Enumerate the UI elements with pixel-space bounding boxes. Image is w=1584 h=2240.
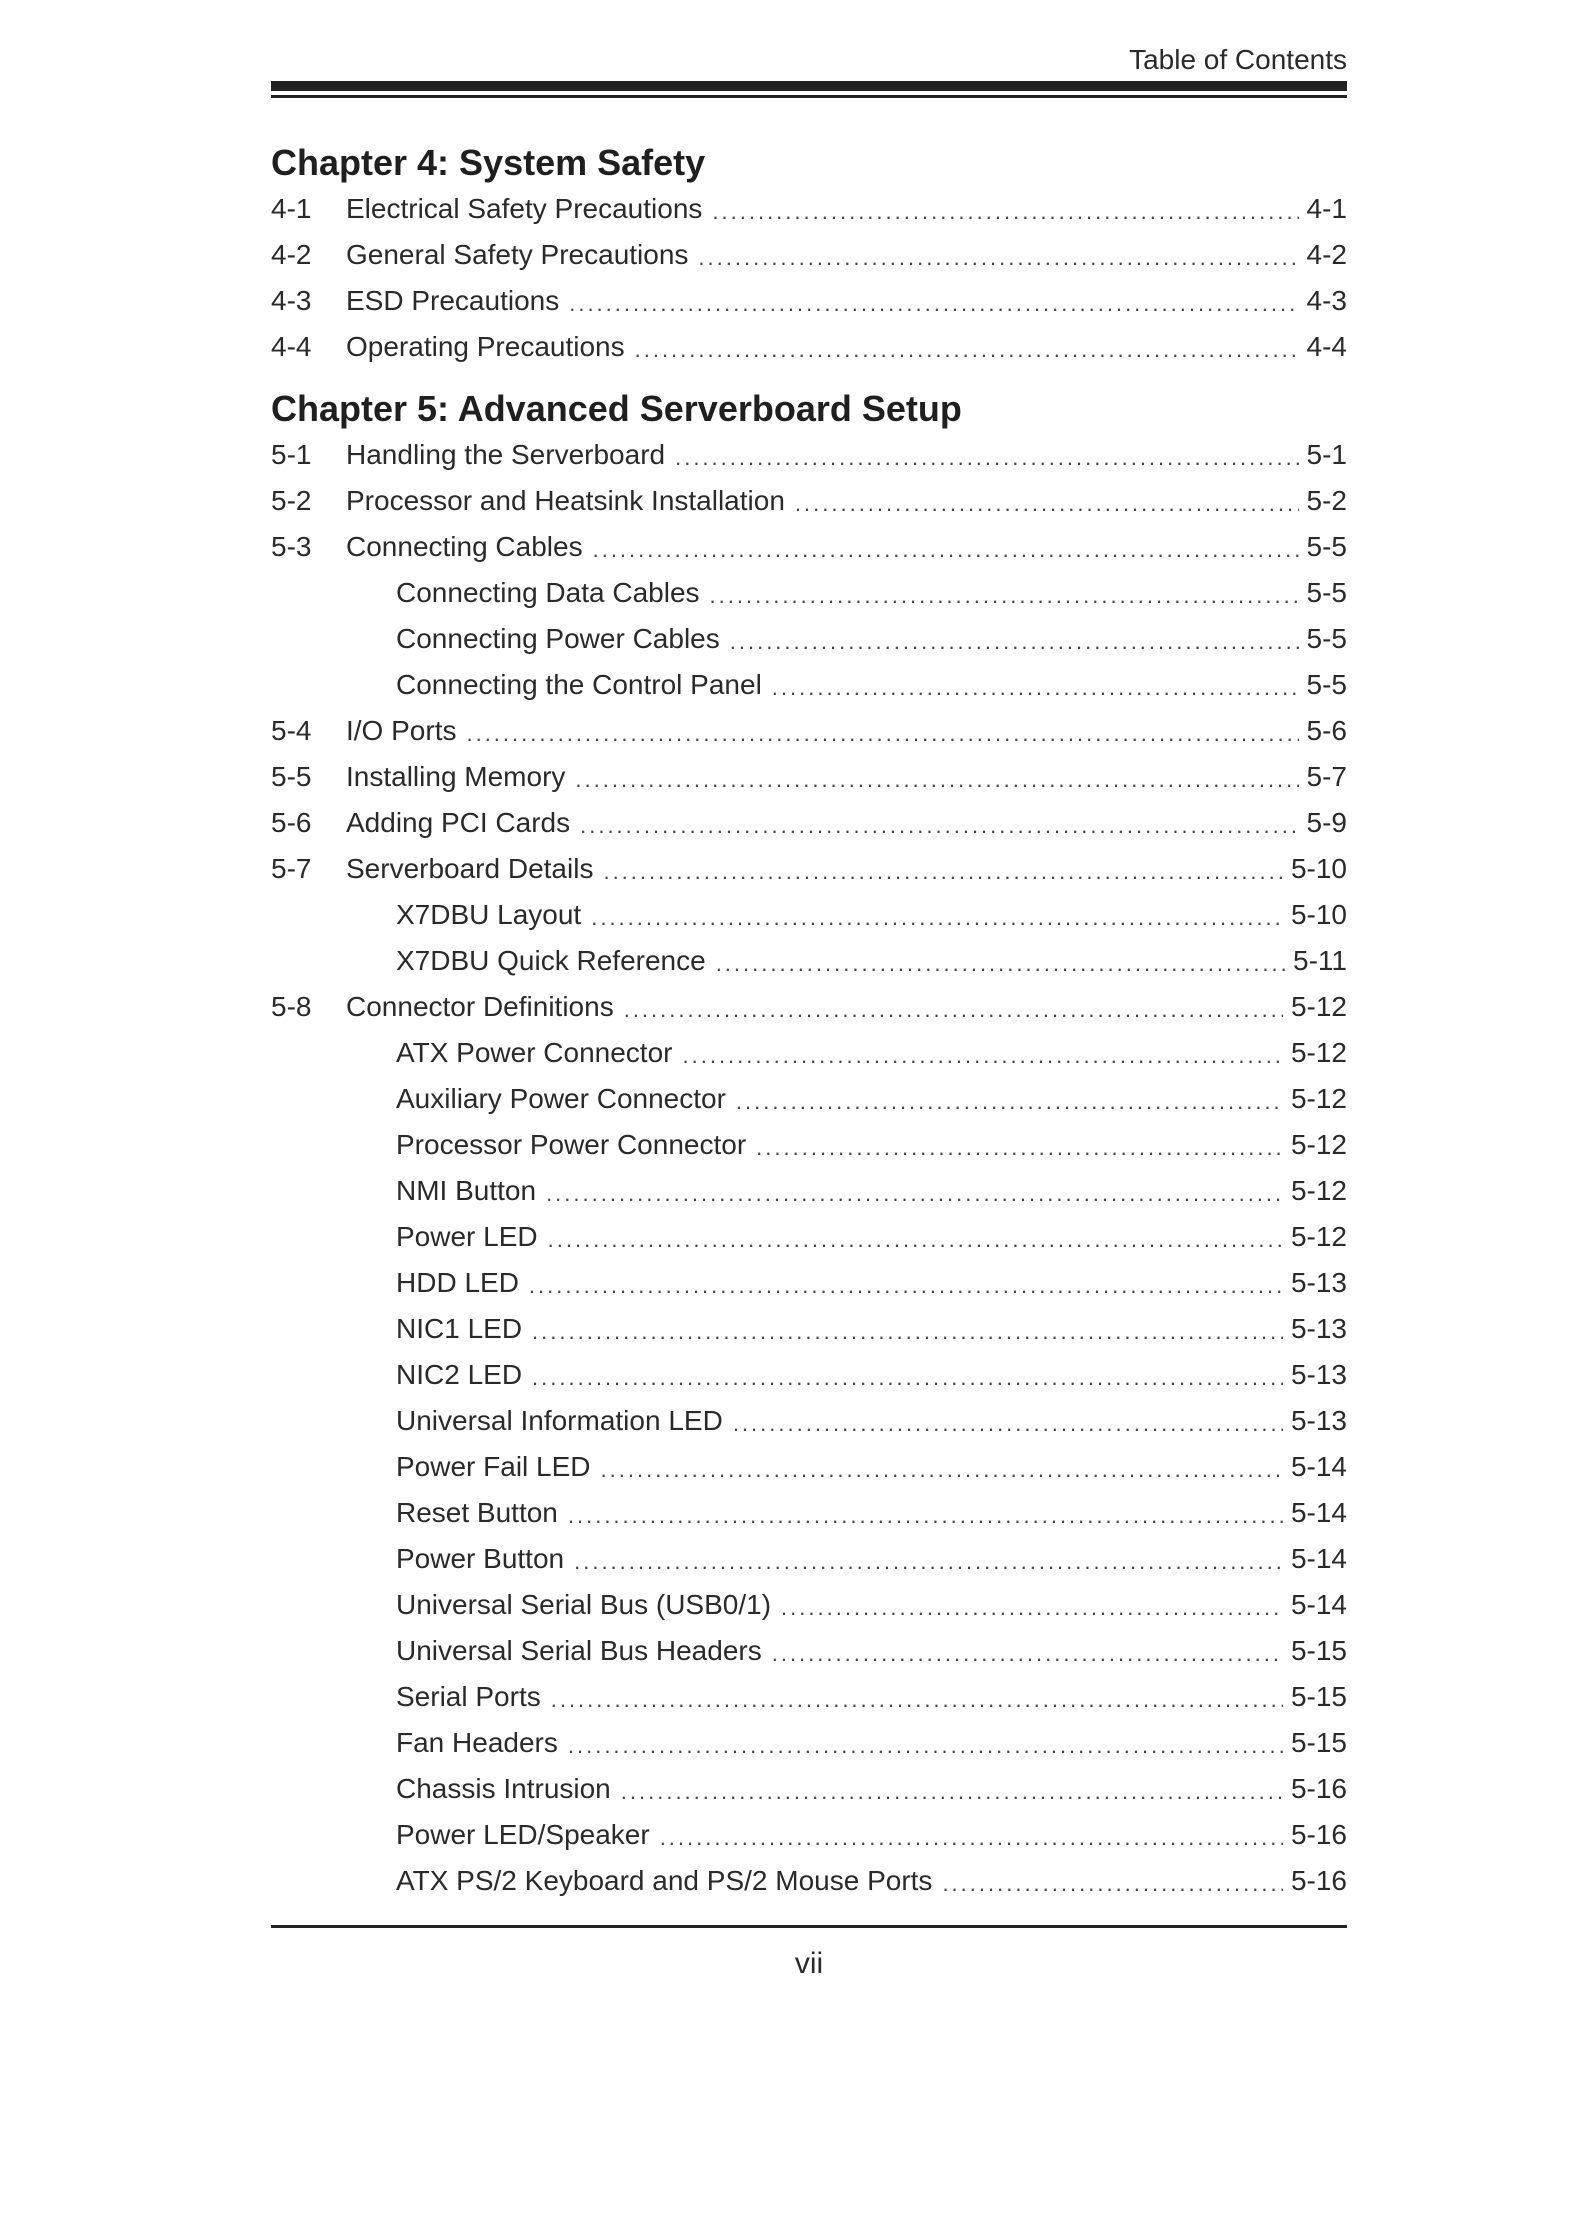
entry-title: Connecting Cables [346, 531, 583, 562]
page-ref: 5-11 [1293, 945, 1347, 976]
page-ref: 5-16 [1290, 1819, 1347, 1850]
toc-subentry[interactable] [271, 1168, 1347, 1214]
toc-entry[interactable] [271, 524, 1347, 570]
dot-leader [712, 192, 1298, 226]
entry-title: ATX PS/2 Keyboard and PS/2 Mouse Ports [396, 1865, 933, 1896]
entry-title: Power LED [396, 1221, 538, 1252]
dot-leader [466, 714, 1298, 748]
dot-leader [591, 898, 1283, 932]
section-number: 5-3 [271, 531, 312, 562]
dot-leader [624, 990, 1283, 1024]
page-ref: 4-1 [1306, 193, 1347, 224]
chapter-heading: Chapter 5: Advanced Serverboard Setup [271, 388, 962, 429]
entry-title: Universal Serial Bus (USB0/1) [396, 1589, 772, 1620]
entry-title: Auxiliary Power Connector [396, 1083, 726, 1114]
entry-title: HDD LED [396, 1267, 519, 1298]
toc-entry[interactable] [271, 232, 1347, 278]
page-ref: 5-15 [1290, 1635, 1347, 1666]
dot-leader [529, 1266, 1283, 1300]
footer-rule [271, 1925, 1347, 1928]
entry-title: Reset Button [396, 1497, 558, 1528]
page-ref: 5-15 [1290, 1727, 1347, 1758]
toc-subentry[interactable] [271, 1030, 1347, 1076]
toc-subentry[interactable] [271, 1674, 1347, 1720]
entry-title: Connecting Data Cables [396, 577, 700, 608]
toc-entry[interactable] [271, 754, 1347, 800]
section-number: 4-4 [271, 331, 312, 362]
section-number: 4-2 [271, 239, 312, 270]
entry-title: X7DBU Quick Reference [396, 945, 706, 976]
toc-subentry[interactable] [271, 1766, 1347, 1812]
toc-entry[interactable] [271, 432, 1347, 478]
table-of-contents [271, 140, 1347, 1904]
dot-leader [942, 1864, 1283, 1898]
toc-entry[interactable] [271, 708, 1347, 754]
dot-leader [548, 1220, 1283, 1254]
dot-leader [698, 238, 1298, 272]
toc-subentry[interactable] [271, 1858, 1347, 1904]
entry-title: X7DBU Layout [396, 899, 582, 930]
dot-leader [532, 1312, 1283, 1346]
dot-leader [733, 1404, 1283, 1438]
toc-subentry[interactable] [271, 1122, 1347, 1168]
toc-subentry[interactable] [271, 1582, 1347, 1628]
page-ref: 5-14 [1290, 1451, 1347, 1482]
toc-entry[interactable] [271, 478, 1347, 524]
dot-leader [736, 1082, 1283, 1116]
dot-leader [546, 1174, 1283, 1208]
section-number: 5-2 [271, 485, 312, 516]
toc-subentry[interactable] [271, 662, 1347, 708]
entry-title: Operating Precautions [346, 331, 625, 362]
dot-leader [675, 438, 1298, 472]
dot-leader [568, 1496, 1283, 1530]
dot-leader [795, 484, 1299, 518]
page-ref: 5-12 [1290, 1037, 1347, 1068]
page-ref: 5-7 [1306, 761, 1347, 792]
entry-title: Universal Information LED [396, 1405, 723, 1436]
running-header: Table of Contents [1129, 44, 1347, 75]
dot-leader [730, 622, 1299, 656]
page-ref: 5-13 [1290, 1267, 1347, 1298]
dot-leader [568, 1726, 1283, 1760]
header-rule-thin [271, 95, 1347, 98]
page-ref: 5-5 [1306, 531, 1347, 562]
entry-title: Electrical Safety Precautions [346, 193, 703, 224]
toc-subentry[interactable] [271, 1628, 1347, 1674]
page-ref: 5-13 [1290, 1359, 1347, 1390]
entry-title: NMI Button [396, 1175, 537, 1206]
page-ref: 5-15 [1290, 1681, 1347, 1712]
dot-leader [772, 668, 1299, 702]
toc-subentry[interactable] [271, 616, 1347, 662]
dot-leader [660, 1818, 1283, 1852]
page-ref: 5-5 [1306, 669, 1347, 700]
entry-title: Processor Power Connector [396, 1129, 747, 1160]
entry-title: Adding PCI Cards [346, 807, 571, 838]
page-ref: 5-14 [1290, 1589, 1347, 1620]
chapter-heading: Chapter 4: System Safety [271, 142, 706, 183]
dot-leader [574, 1542, 1283, 1576]
section-number: 5-8 [271, 991, 312, 1022]
dot-leader [580, 806, 1298, 840]
dot-leader [532, 1358, 1283, 1392]
toc-subentry[interactable] [271, 570, 1347, 616]
header-rule-thick [271, 81, 1347, 91]
page-ref: 5-13 [1290, 1313, 1347, 1344]
toc-subentry[interactable] [271, 1536, 1347, 1582]
entry-title: Power Fail LED [396, 1451, 591, 1482]
entry-title: Serial Ports [396, 1681, 541, 1712]
entry-title: I/O Ports [346, 715, 457, 746]
entry-title: Connecting the Control Panel [396, 669, 762, 700]
dot-leader [635, 330, 1299, 364]
dot-leader [781, 1588, 1283, 1622]
page-ref: 4-2 [1306, 239, 1347, 270]
page-ref: 5-5 [1306, 623, 1347, 654]
dot-leader [710, 576, 1299, 610]
toc-entry[interactable] [271, 324, 1347, 370]
toc-entry[interactable] [271, 800, 1347, 846]
page-ref: 4-3 [1306, 285, 1347, 316]
section-number: 5-7 [271, 853, 312, 884]
dot-leader [569, 284, 1298, 318]
section-number: 5-5 [271, 761, 312, 792]
page-ref: 5-14 [1290, 1497, 1347, 1528]
page-ref: 5-1 [1306, 439, 1347, 470]
section-number: 4-3 [271, 285, 312, 316]
entry-title: General Safety Precautions [346, 239, 689, 270]
entry-title: Installing Memory [346, 761, 566, 792]
page-ref: 5-12 [1290, 1175, 1347, 1206]
toc-entry[interactable] [271, 846, 1347, 892]
entry-title: Serverboard Details [346, 853, 594, 884]
toc-subentry[interactable] [271, 1490, 1347, 1536]
section-number: 5-4 [271, 715, 312, 746]
dot-leader [551, 1680, 1283, 1714]
page-ref: 5-6 [1306, 715, 1347, 746]
page-ref: 5-12 [1290, 991, 1347, 1022]
entry-title: ATX Power Connector [396, 1037, 673, 1068]
entry-title: Chassis Intrusion [396, 1773, 611, 1804]
entry-title: NIC2 LED [396, 1359, 523, 1390]
entry-title: ESD Precautions [346, 285, 560, 316]
dot-leader [603, 852, 1283, 886]
toc-subentry[interactable] [271, 1214, 1347, 1260]
dot-leader [683, 1036, 1283, 1070]
entry-title: NIC1 LED [396, 1313, 523, 1344]
page-ref: 5-16 [1290, 1865, 1347, 1896]
entry-title: Power Button [396, 1543, 565, 1574]
entry-title: Processor and Heatsink Installation [346, 485, 785, 516]
page-ref: 5-10 [1290, 899, 1347, 930]
entry-title: Fan Headers [396, 1727, 558, 1758]
entry-title: Universal Serial Bus Headers [396, 1635, 762, 1666]
toc-entry[interactable] [271, 278, 1347, 324]
toc-subentry[interactable] [271, 1812, 1347, 1858]
page-ref: 5-5 [1306, 577, 1347, 608]
page-ref: 5-14 [1290, 1543, 1347, 1574]
toc-subentry[interactable] [271, 1076, 1347, 1122]
section-number: 5-1 [271, 439, 312, 470]
toc-subentry[interactable] [271, 1720, 1347, 1766]
dot-leader [575, 760, 1298, 794]
dot-leader [601, 1450, 1283, 1484]
toc-subentry[interactable] [271, 1306, 1347, 1352]
page-ref: 5-10 [1290, 853, 1347, 884]
toc-entry[interactable] [271, 186, 1347, 232]
section-number: 5-6 [271, 807, 312, 838]
toc-subentry[interactable] [271, 1398, 1347, 1444]
toc-subentry[interactable] [271, 1444, 1347, 1490]
page-ref: 5-9 [1306, 807, 1347, 838]
dot-leader [756, 1128, 1283, 1162]
page-ref: 5-12 [1290, 1221, 1347, 1252]
entry-title: Power LED/Speaker [396, 1819, 650, 1850]
dot-leader [621, 1772, 1283, 1806]
entry-title: Connecting Power Cables [396, 623, 720, 654]
dot-leader [772, 1634, 1283, 1668]
entry-title: Handling the Serverboard [346, 439, 666, 470]
page-ref: 5-13 [1290, 1405, 1347, 1436]
dot-leader [716, 944, 1285, 978]
dot-leader [593, 530, 1299, 564]
page-ref: 5-2 [1306, 485, 1347, 516]
toc-subentry[interactable] [271, 1352, 1347, 1398]
page-ref: 5-16 [1290, 1773, 1347, 1804]
page-number: vii [794, 1947, 824, 1980]
toc-entry[interactable] [271, 984, 1347, 1030]
page-ref: 4-4 [1306, 331, 1347, 362]
toc-subentry[interactable] [271, 1260, 1347, 1306]
section-number: 4-1 [271, 193, 312, 224]
toc-subentry[interactable] [271, 892, 1347, 938]
toc-subentry[interactable] [271, 938, 1347, 984]
entry-title: Connector Definitions [346, 991, 614, 1022]
page-ref: 5-12 [1290, 1083, 1347, 1114]
page-ref: 5-12 [1290, 1129, 1347, 1160]
